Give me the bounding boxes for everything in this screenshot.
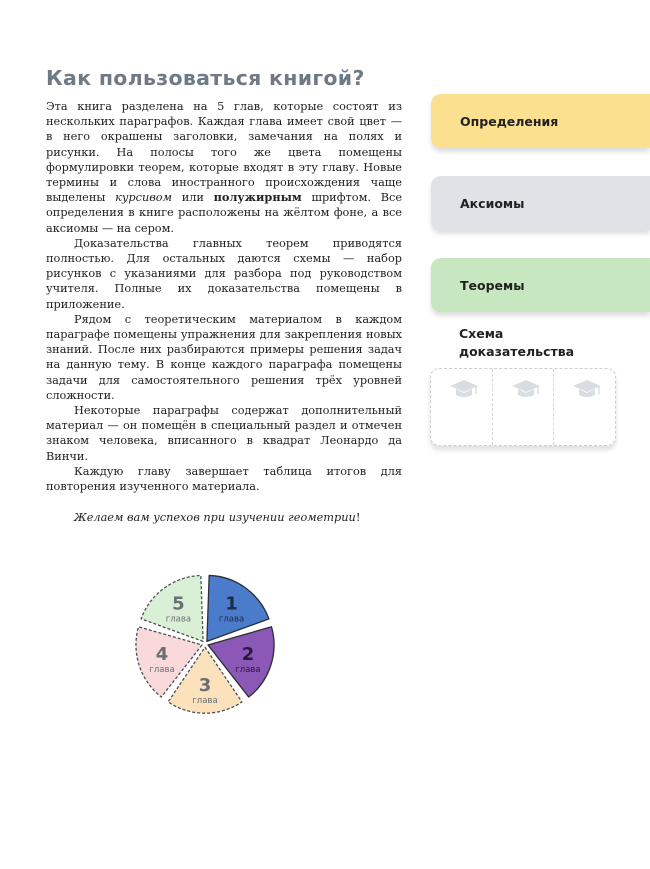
axioms-label: Аксиомы bbox=[460, 195, 525, 211]
text-run: Эта книга разделена на 5 глав, которые состоят из нескольких параграфов. Каждая глава имеет свой цвет — в него окрашены заголовки, замечания на полях и рисунки. На полосы того же цвета помещены формулировки теорем, которые входят в эту главу. Новые термины и слова иностранного происхождения чаще выделены bbox=[46, 100, 402, 205]
chapter-number: 3 bbox=[198, 675, 212, 697]
proof-scheme-label bbox=[459, 325, 574, 361]
text-run: или bbox=[171, 191, 214, 205]
paragraph-3: Рядом с теоретическим материалом в каждом параграфе помещены упражнения для закрепления новых знаний. После них разбираются примеры решения задач на данную тему. В конце каждого параграфа помещены задачи для самостоятельного решения трёх уровней сложности. bbox=[46, 312, 402, 402]
page-title: Как пользоваться книгой? bbox=[46, 66, 365, 90]
scheme-cell bbox=[431, 369, 492, 445]
chapter-word: глава bbox=[192, 696, 218, 707]
chapter-number: 5 bbox=[172, 593, 185, 615]
theorems-legend bbox=[431, 258, 650, 312]
text-run: шрифтом. Все определения в книге расположены на жёлтом фоне, а все аксиомы — на сером. bbox=[46, 191, 403, 235]
closing-wish bbox=[46, 510, 402, 525]
graduation-cap-icon bbox=[572, 378, 602, 400]
paragraph-1 bbox=[46, 99, 402, 236]
proof-scheme-legend bbox=[430, 368, 616, 446]
chapter-word: глава bbox=[149, 664, 175, 675]
wish-text: Желаем вам успехов при изучении геометрии bbox=[74, 511, 356, 525]
theorems-label: Теоремы bbox=[460, 277, 525, 293]
intro-text bbox=[46, 99, 402, 525]
axioms-legend bbox=[431, 176, 650, 230]
graduation-cap-icon bbox=[449, 378, 479, 400]
chapter-word: глава bbox=[235, 664, 261, 675]
definitions-label: Определения bbox=[460, 113, 559, 129]
chapter-number: 1 bbox=[225, 593, 238, 615]
italic-run: курсивом bbox=[115, 191, 172, 205]
wish-end: ! bbox=[355, 511, 361, 525]
scheme-cell bbox=[492, 369, 554, 445]
chapter-word: глава bbox=[165, 614, 192, 625]
paragraph-4: Некоторые параграфы содержат дополнительный материал — он помещён в специальный раздел и отмечен знаком человека, вписанного в квадрат Леонардо да Винчи. bbox=[46, 404, 402, 463]
bold-run: полужирным bbox=[213, 190, 302, 205]
scheme-label-line-1: Схема bbox=[459, 326, 504, 341]
chapter-number: 4 bbox=[155, 643, 169, 665]
scheme-cell bbox=[553, 369, 615, 445]
definitions-legend bbox=[431, 94, 650, 148]
paragraph-2: Доказательства главных теорем приводятся полностью. Для остальных даются схемы — набор рисунков с указаниями для разбора под руководством учителя. Полные их доказательства помещены в приложение. bbox=[46, 236, 402, 311]
paragraph-5: Каждую главу завершает таблица итогов для повторения изученного материала. bbox=[46, 464, 402, 494]
chapters-pie-diagram bbox=[125, 568, 285, 728]
scheme-label-line-2: доказательства bbox=[459, 344, 575, 359]
chapter-number: 2 bbox=[241, 643, 255, 665]
graduation-cap-icon bbox=[511, 378, 541, 400]
chapter-word: глава bbox=[218, 614, 245, 625]
